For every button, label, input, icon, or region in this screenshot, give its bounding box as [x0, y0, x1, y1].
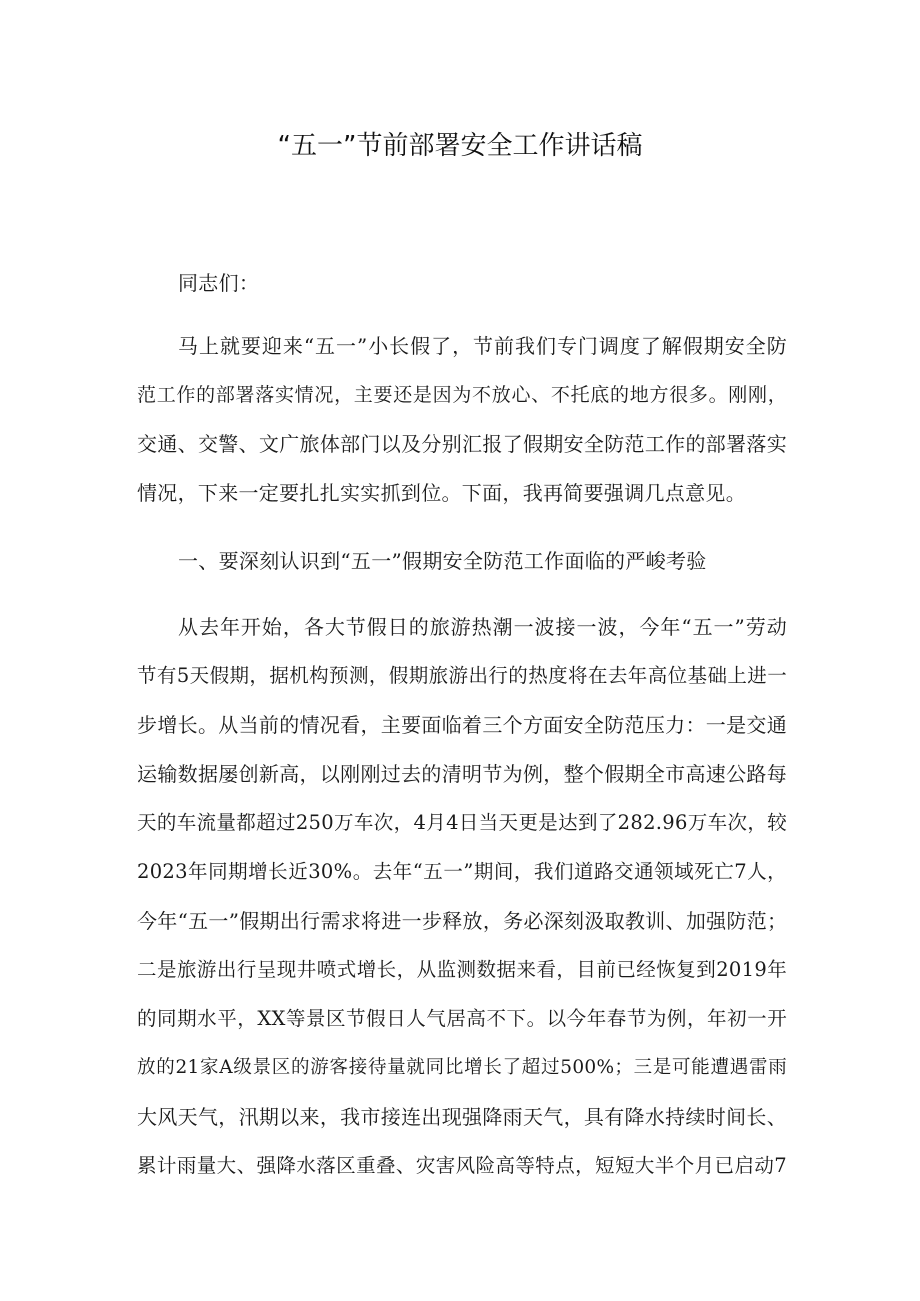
paragraph2-line: 步增长。从当前的情况看，主要面临着三个方面安全防范压力：一是交通	[137, 713, 787, 737]
paragraph2-line: 大风天气，汛期以来，我市接连出现强降雨天气，具有降水持续时间长、	[137, 1105, 787, 1129]
paragraph2-line: 节有5天假期，据机构预测，假期旅游出行的热度将在去年高位基础上进一	[137, 664, 787, 687]
paragraph1-line: 马上就要迎来“五一”小长假了，节前我们专门调度了解假期安全防	[178, 334, 787, 358]
paragraph2-line: 2023年同期增长近30%。去年“五一”期间，我们道路交通领域死亡7人，	[137, 860, 787, 883]
paragraph2-line: 的同期水平，XX等景区节假日人气居高不下。以今年春节为例，年初一开	[137, 1007, 787, 1030]
paragraph2-line: 今年“五一”假期出行需求将进一步释放，务必深刻汲取教训、加强防范；	[137, 909, 788, 933]
paragraph2-line: 运输数据屡创新高，以刚刚过去的清明节为例，整个假期全市高速公路每	[137, 762, 787, 786]
paragraph2-line: 放的21家A级景区的游客接待量就同比增长了超过500%；三是可能遭遇雷雨	[137, 1057, 787, 1078]
paragraph1-line: 情况，下来一定要扎扎实实抓到位。下面，我再简要强调几点意见。	[137, 481, 746, 505]
salutation: 同志们：	[178, 271, 260, 295]
paragraph2-line: 天的车流量都超过250万车次，4月4日当天更是达到了282.96万车次，较	[137, 811, 787, 834]
paragraph2-line: 累计雨量大、强降水落区重叠、灾害风险高等特点，短短大半个月已启动7	[137, 1154, 787, 1177]
section-heading: 一、要深刻认识到“五一”假期安全防范工作面临的严峻考验	[178, 549, 707, 573]
document-title: “五一”节前部署安全工作讲话稿	[277, 131, 643, 161]
paragraph1-line: 范工作的部署落实情况，主要还是因为不放心、不托底的地方很多。刚刚，	[137, 384, 787, 406]
paragraph2-line: 二是旅游出行呈现井喷式增长，从监测数据来看，目前已经恢复到2019年	[137, 958, 787, 981]
paragraph1-line: 交通、交警、文广旅体部门以及分别汇报了假期安全防范工作的部署落实	[137, 432, 787, 456]
paragraph2-line: 从去年开始，各大节假日的旅游热潮一波接一波，今年“五一”劳动	[178, 615, 787, 639]
